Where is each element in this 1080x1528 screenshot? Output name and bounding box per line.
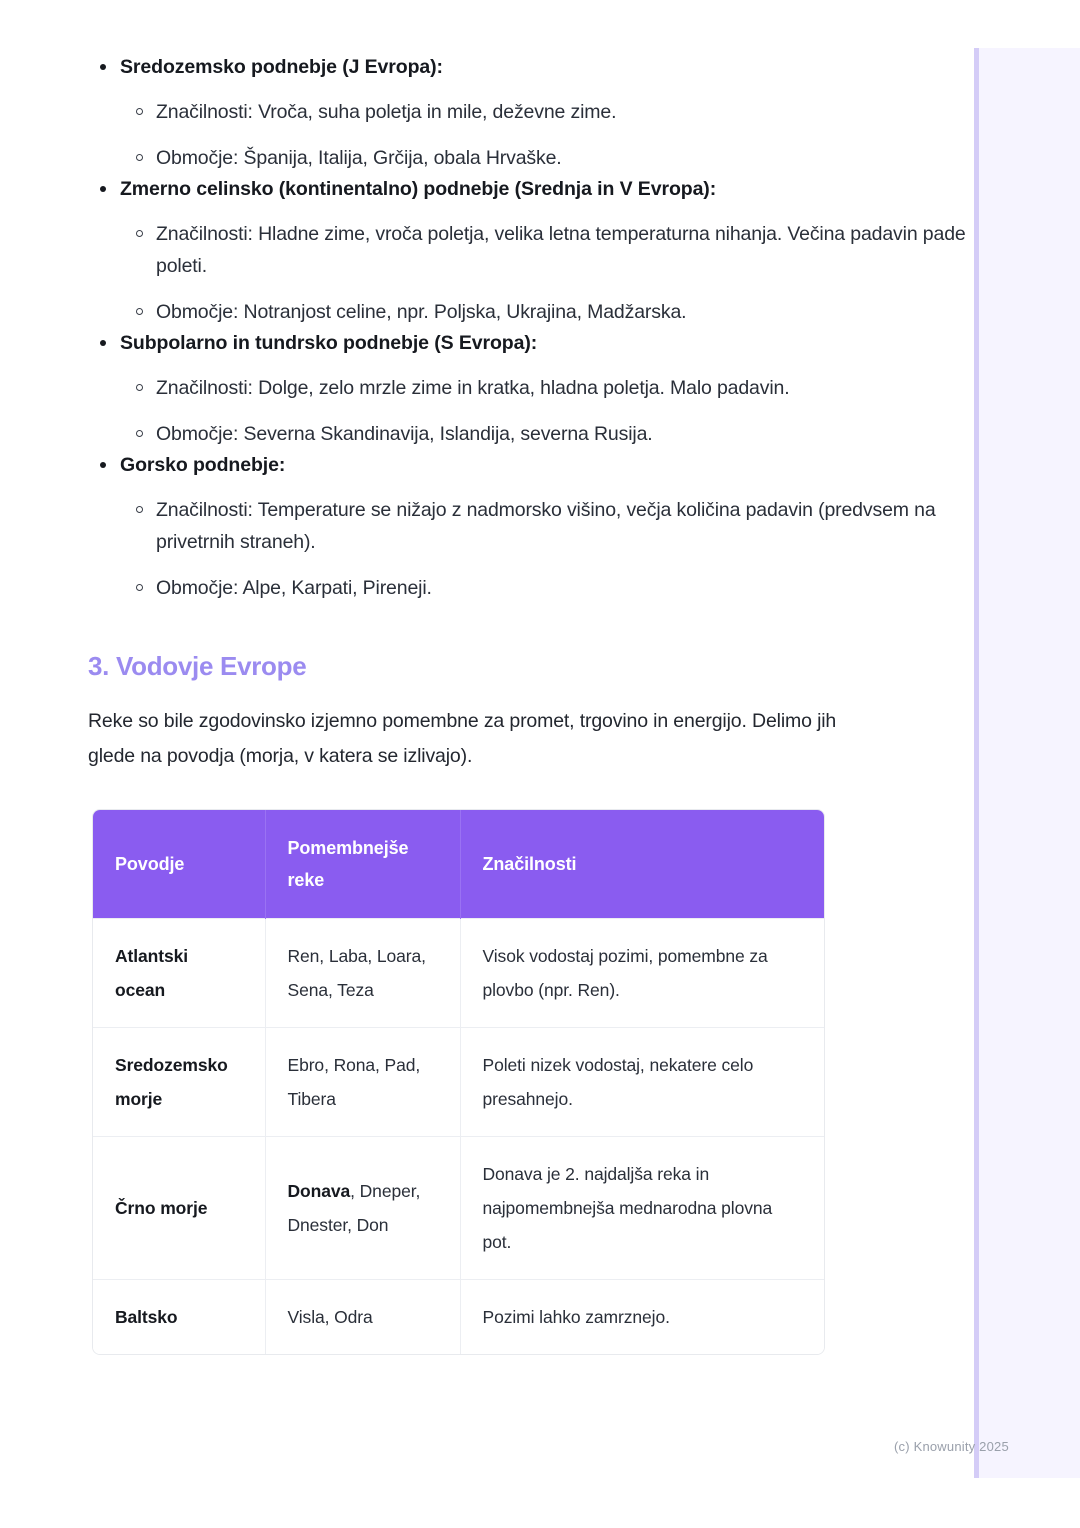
cell-reke-emphasis: Donava: [287, 1181, 351, 1201]
topic-detail-list: [120, 372, 974, 450]
column-header-znacilnosti: Značilnosti: [460, 810, 824, 919]
list-item: Značilnosti: Vroča, suha poletja in mile, deževne zime.: [156, 96, 974, 128]
cell-povodje: Atlantski ocean: [93, 919, 265, 1028]
cell-znacilnosti: Visok vodostaj pozimi, pomembne za plovbo (npr. Ren).: [460, 919, 824, 1028]
cell-povodje: Sredozemsko morje: [93, 1028, 265, 1137]
section-paragraph: Reke so bile zgodovinsko izjemno pomembne za promet, trgovino in energijo. Delimo jih glede na povodja (morja, v katera se izlivajo).: [88, 710, 837, 767]
cell-reke: Visla, Odra: [265, 1280, 460, 1355]
list-item: Značilnosti: Dolge, zelo mrzle zime in kratka, hladna poletja. Malo padavin.: [156, 372, 974, 404]
list-item: Območje: Notranjost celine, npr. Poljska, Ukrajina, Madžarska.: [156, 296, 974, 328]
climate-topic-list: [88, 52, 974, 604]
list-item: [88, 450, 974, 604]
list-item: Območje: Alpe, Karpati, Pireneji.: [156, 572, 974, 604]
cell-povodje: Črno morje: [93, 1137, 265, 1280]
topic-detail-list: [120, 218, 974, 328]
table-head: [93, 810, 824, 919]
watermark: (c) Knowunity 2025: [894, 1439, 1009, 1454]
climate-section: [0, 0, 974, 604]
cell-reke-rest: , Dneper, Dnester, Don: [287, 1181, 421, 1235]
table-row: [93, 1137, 824, 1280]
list-item: Značilnosti: Temperature se nižajo z nadmorsko višino, večja količina padavin (predvsem na privetrnih straneh).: [156, 494, 974, 558]
table-body: [93, 919, 824, 1355]
list-item: Območje: Španija, Italija, Grčija, obala Hrvaške.: [156, 142, 974, 174]
cell-reke: Ren, Laba, Loara, Sena, Teza: [265, 919, 460, 1028]
cell-znacilnosti: Poleti nizek vodostaj, nekatere celo presahnejo.: [460, 1028, 824, 1137]
rivers-table: [93, 810, 824, 1354]
page-title: 3. Vodovje Evrope: [88, 651, 307, 681]
cell-znacilnosti: Pozimi lahko zamrznejo.: [460, 1280, 824, 1355]
table-row: [93, 1280, 824, 1355]
list-item: Območje: Severna Skandinavija, Islandija, severna Rusija.: [156, 418, 974, 450]
list-item: [88, 174, 974, 328]
right-side-panel: [974, 48, 1080, 1478]
table-row: [93, 1028, 824, 1137]
topic-heading: Sredozemsko podnebje (J Evropa):: [120, 52, 974, 82]
column-header-povodje: Povodje: [93, 810, 265, 919]
cell-reke: [265, 1137, 460, 1280]
topic-detail-list: [120, 96, 974, 174]
list-item: [88, 52, 974, 174]
list-item: Značilnosti: Hladne zime, vroča poletja, velika letna temperaturna nihanja. Večina padavin pade poleti.: [156, 218, 974, 282]
topic-heading: Gorsko podnebje:: [120, 450, 974, 480]
topic-detail-list: [120, 494, 974, 604]
rivers-table-wrapper: [93, 810, 824, 1354]
cell-reke: Ebro, Rona, Pad, Tibera: [265, 1028, 460, 1137]
table-header-row: [93, 810, 824, 919]
cell-povodje: Baltsko: [93, 1280, 265, 1355]
column-header-reke: Pomembnejše reke: [265, 810, 460, 919]
topic-heading: Zmerno celinsko (kontinentalno) podnebje (Srednja in V Evropa):: [120, 174, 974, 204]
topic-heading: Subpolarno in tundrsko podnebje (S Evropa):: [120, 328, 974, 358]
cell-znacilnosti: Donava je 2. najdaljša reka in najpomembnejša mednarodna plovna pot.: [460, 1137, 824, 1280]
table-row: [93, 919, 824, 1028]
list-item: [88, 328, 974, 450]
